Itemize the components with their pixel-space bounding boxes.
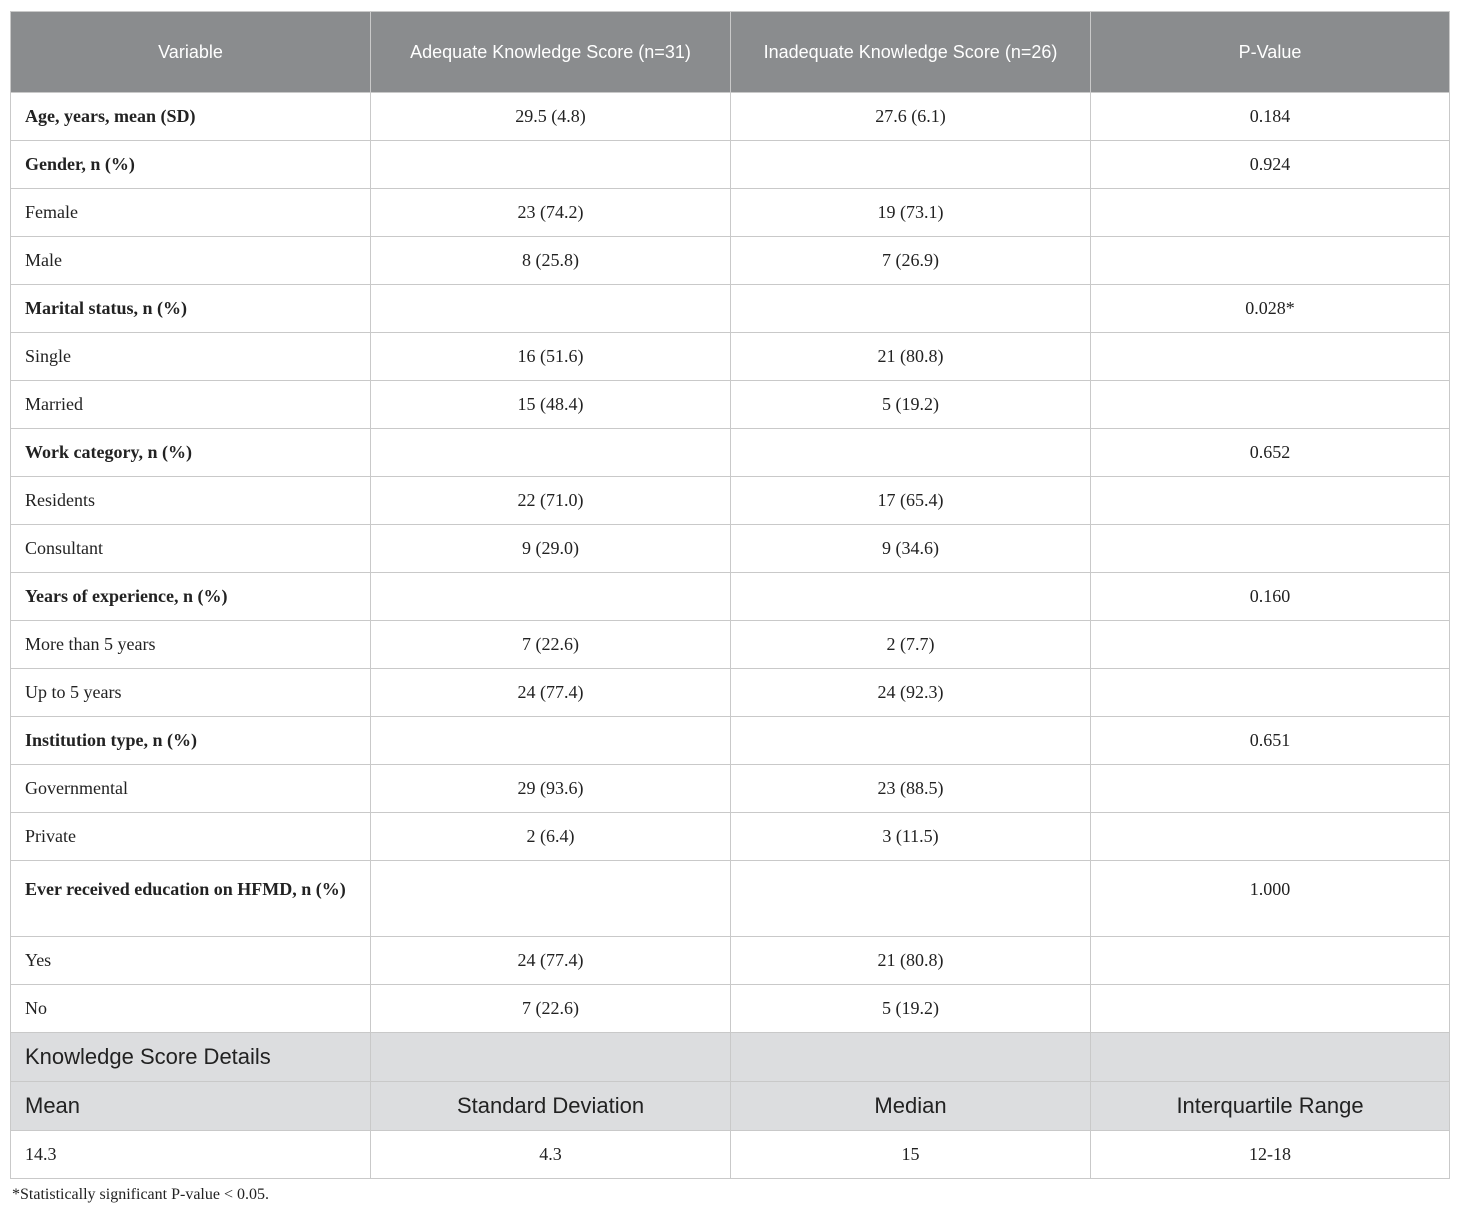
inadequate-value bbox=[731, 429, 1091, 477]
table-row bbox=[11, 477, 1450, 525]
row-label: Age, years, mean (SD) bbox=[11, 93, 371, 141]
table-row bbox=[11, 937, 1450, 985]
adequate-value bbox=[371, 861, 731, 937]
p-value: 0.028* bbox=[1091, 285, 1450, 333]
row-label: Residents bbox=[11, 477, 371, 525]
p-value bbox=[1091, 813, 1450, 861]
adequate-value: 16 (51.6) bbox=[371, 333, 731, 381]
p-value: 1.000 bbox=[1091, 861, 1450, 937]
p-value: 0.924 bbox=[1091, 141, 1450, 189]
row-label: Years of experience, n (%) bbox=[11, 573, 371, 621]
row-label: Consultant bbox=[11, 525, 371, 573]
adequate-value bbox=[371, 141, 731, 189]
p-value bbox=[1091, 381, 1450, 429]
inadequate-value: 5 (19.2) bbox=[731, 985, 1091, 1033]
p-value: 0.652 bbox=[1091, 429, 1450, 477]
inadequate-value: 27.6 (6.1) bbox=[731, 93, 1091, 141]
details-value-sd: 4.3 bbox=[371, 1131, 731, 1179]
row-label: Gender, n (%) bbox=[11, 141, 371, 189]
header-adequate: Adequate Knowledge Score (n=31) bbox=[371, 12, 731, 93]
p-value bbox=[1091, 621, 1450, 669]
adequate-value: 29 (93.6) bbox=[371, 765, 731, 813]
adequate-value: 23 (74.2) bbox=[371, 189, 731, 237]
p-value bbox=[1091, 669, 1450, 717]
adequate-value: 7 (22.6) bbox=[371, 985, 731, 1033]
p-value: 0.651 bbox=[1091, 717, 1450, 765]
table-row bbox=[11, 381, 1450, 429]
adequate-value bbox=[371, 285, 731, 333]
details-empty-cell bbox=[731, 1033, 1091, 1082]
table-row bbox=[11, 333, 1450, 381]
inadequate-value: 21 (80.8) bbox=[731, 333, 1091, 381]
p-value bbox=[1091, 765, 1450, 813]
inadequate-value: 7 (26.9) bbox=[731, 237, 1091, 285]
table-header bbox=[11, 12, 1450, 93]
table-row bbox=[11, 525, 1450, 573]
knowledge-score-table bbox=[10, 11, 1450, 1179]
p-value bbox=[1091, 525, 1450, 573]
details-header-iqr: Interquartile Range bbox=[1091, 1082, 1450, 1131]
row-label: Private bbox=[11, 813, 371, 861]
row-label: Governmental bbox=[11, 765, 371, 813]
adequate-value: 2 (6.4) bbox=[371, 813, 731, 861]
adequate-value: 24 (77.4) bbox=[371, 669, 731, 717]
details-header-sd: Standard Deviation bbox=[371, 1082, 731, 1131]
inadequate-value: 9 (34.6) bbox=[731, 525, 1091, 573]
details-header-mean: Mean bbox=[11, 1082, 371, 1131]
inadequate-value: 2 (7.7) bbox=[731, 621, 1091, 669]
table-row bbox=[11, 717, 1450, 765]
p-value bbox=[1091, 985, 1450, 1033]
details-title-row bbox=[11, 1033, 1450, 1082]
inadequate-value bbox=[731, 141, 1091, 189]
inadequate-value: 3 (11.5) bbox=[731, 813, 1091, 861]
details-value-mean: 14.3 bbox=[11, 1131, 371, 1179]
row-label: Ever received education on HFMD, n (%) bbox=[11, 861, 371, 937]
row-label: Work category, n (%) bbox=[11, 429, 371, 477]
adequate-value: 15 (48.4) bbox=[371, 381, 731, 429]
row-label: No bbox=[11, 985, 371, 1033]
adequate-value: 9 (29.0) bbox=[371, 525, 731, 573]
p-value bbox=[1091, 937, 1450, 985]
inadequate-value: 23 (88.5) bbox=[731, 765, 1091, 813]
table-row bbox=[11, 621, 1450, 669]
p-value: 0.160 bbox=[1091, 573, 1450, 621]
footnote: *Statistically significant P-value < 0.05. bbox=[12, 1186, 269, 1203]
row-label: Female bbox=[11, 189, 371, 237]
row-label: Male bbox=[11, 237, 371, 285]
details-title: Knowledge Score Details bbox=[11, 1033, 371, 1082]
inadequate-value: 21 (80.8) bbox=[731, 937, 1091, 985]
details-body bbox=[11, 1033, 1450, 1179]
inadequate-value bbox=[731, 573, 1091, 621]
p-value bbox=[1091, 189, 1450, 237]
inadequate-value: 24 (92.3) bbox=[731, 669, 1091, 717]
row-label: Single bbox=[11, 333, 371, 381]
details-empty-cell bbox=[1091, 1033, 1450, 1082]
table-row bbox=[11, 285, 1450, 333]
row-label: Up to 5 years bbox=[11, 669, 371, 717]
inadequate-value bbox=[731, 285, 1091, 333]
row-label: Yes bbox=[11, 937, 371, 985]
table-row bbox=[11, 429, 1450, 477]
adequate-value bbox=[371, 717, 731, 765]
table-row bbox=[11, 985, 1450, 1033]
adequate-value: 24 (77.4) bbox=[371, 937, 731, 985]
p-value bbox=[1091, 477, 1450, 525]
header-variable: Variable bbox=[11, 12, 371, 93]
inadequate-value: 17 (65.4) bbox=[731, 477, 1091, 525]
table-row bbox=[11, 189, 1450, 237]
table-row bbox=[11, 861, 1450, 937]
table-row bbox=[11, 237, 1450, 285]
adequate-value: 22 (71.0) bbox=[371, 477, 731, 525]
adequate-value: 8 (25.8) bbox=[371, 237, 731, 285]
row-label: More than 5 years bbox=[11, 621, 371, 669]
table-row bbox=[11, 573, 1450, 621]
adequate-value bbox=[371, 573, 731, 621]
adequate-value: 29.5 (4.8) bbox=[371, 93, 731, 141]
table-row bbox=[11, 765, 1450, 813]
inadequate-value: 5 (19.2) bbox=[731, 381, 1091, 429]
inadequate-value bbox=[731, 861, 1091, 937]
table-row bbox=[11, 93, 1450, 141]
details-value-iqr: 12-18 bbox=[1091, 1131, 1450, 1179]
details-header-row bbox=[11, 1082, 1450, 1131]
adequate-value bbox=[371, 429, 731, 477]
details-values-row bbox=[11, 1131, 1450, 1179]
header-inadequate: Inadequate Knowledge Score (n=26) bbox=[731, 12, 1091, 93]
table-row bbox=[11, 669, 1450, 717]
p-value bbox=[1091, 333, 1450, 381]
table-row bbox=[11, 813, 1450, 861]
adequate-value: 7 (22.6) bbox=[371, 621, 731, 669]
details-empty-cell bbox=[371, 1033, 731, 1082]
details-value-median: 15 bbox=[731, 1131, 1091, 1179]
header-p-value: P-Value bbox=[1091, 12, 1450, 93]
table-row bbox=[11, 141, 1450, 189]
inadequate-value bbox=[731, 717, 1091, 765]
details-header-median: Median bbox=[731, 1082, 1091, 1131]
header-row bbox=[11, 12, 1450, 93]
row-label: Married bbox=[11, 381, 371, 429]
table-body bbox=[11, 93, 1450, 1033]
p-value bbox=[1091, 237, 1450, 285]
row-label: Marital status, n (%) bbox=[11, 285, 371, 333]
p-value: 0.184 bbox=[1091, 93, 1450, 141]
inadequate-value: 19 (73.1) bbox=[731, 189, 1091, 237]
row-label: Institution type, n (%) bbox=[11, 717, 371, 765]
